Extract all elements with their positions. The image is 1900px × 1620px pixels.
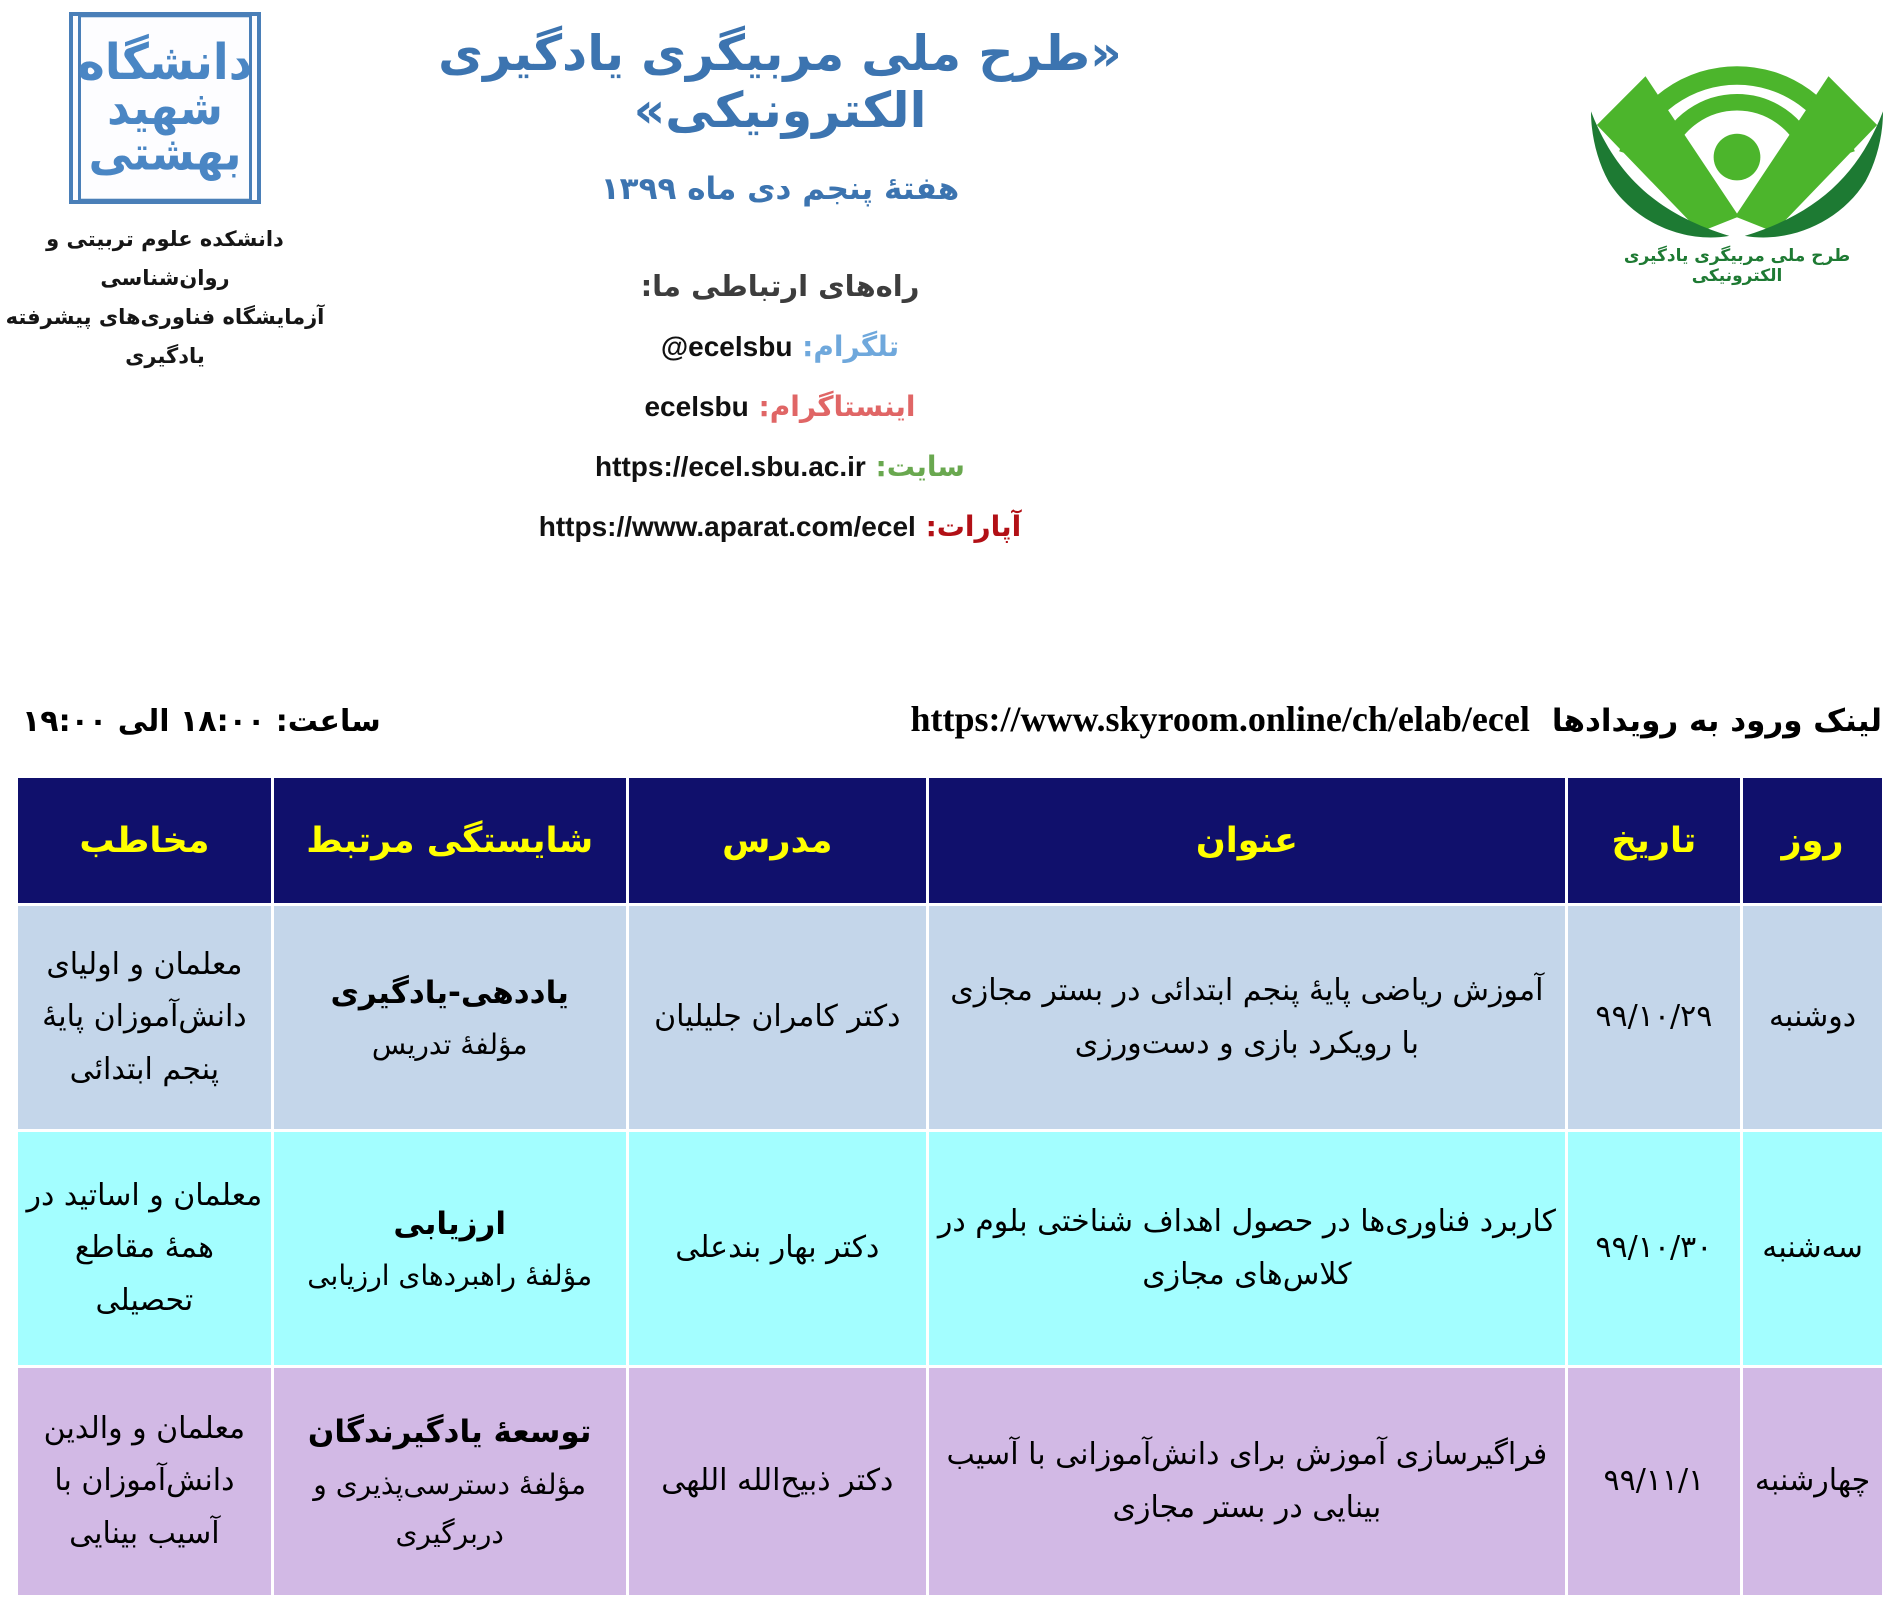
sbu-logo-calligraphy	[78, 14, 252, 202]
events-link-group	[911, 698, 1883, 740]
poster-header	[0, 0, 1900, 775]
cell-competency	[272, 1367, 627, 1597]
competency-subtitle: مؤلفهٔ تدریس	[371, 1028, 528, 1062]
center-block	[290, 25, 1270, 543]
cell-instructor: دکتر بهار بندعلی	[627, 1131, 928, 1367]
contact-line-website	[290, 450, 1270, 483]
contact-line-instagram	[290, 390, 1270, 423]
cell-day: چهارشنبه	[1742, 1367, 1884, 1597]
cell-audience: معلمان و اولیای دانش‌آموزان پایهٔ پنجم ابتدائی	[17, 905, 273, 1131]
cell-instructor: دکتر ذبیح‌الله اللهی	[627, 1367, 928, 1597]
aparat-url: https://www.aparat.com/ecel	[538, 511, 916, 542]
telegram-handle: @ecelsbu	[660, 331, 793, 362]
cell-instructor: دکتر کامران جلیلیان	[627, 905, 928, 1131]
university-subtitle	[0, 220, 330, 375]
sbu-logo-word: شهید	[107, 81, 223, 137]
schedule-table	[15, 775, 1885, 1598]
cell-day: سه‌شنبه	[1742, 1131, 1884, 1367]
competency-title: توسعهٔ یادگیرندگان	[307, 1414, 592, 1451]
cell-date: ۹۹/۱۰/۳۰	[1566, 1131, 1741, 1367]
contact-line-aparat	[290, 510, 1270, 543]
website-url: https://ecel.sbu.ac.ir	[595, 451, 866, 482]
session-time: ساعت: ۱۸:۰۰ الی ۱۹:۰۰	[22, 704, 381, 739]
cell-competency	[272, 905, 627, 1131]
cell-title: کاربرد فناوری‌ها در حصول اهداف شناختی بلوم در کلاس‌های مجازی	[928, 1131, 1567, 1367]
lab-name: آزمایشگاه فناوری‌های پیشرفته یادگیری	[5, 304, 325, 368]
cell-title: آموزش ریاضی پایهٔ پنجم ابتدائی در بستر مجازی با رویکرد بازی و دست‌ورزی	[928, 905, 1567, 1131]
competency-subtitle: مؤلفهٔ راهبردهای ارزیابی	[307, 1259, 593, 1293]
table-row	[17, 1131, 1884, 1367]
col-header-title: عنوان	[928, 777, 1567, 905]
col-header-day: روز	[1742, 777, 1884, 905]
aparat-label: آپارات:	[925, 510, 1022, 543]
cell-audience: معلمان و والدین دانش‌آموزان با آسیب بینایی	[17, 1367, 273, 1597]
col-header-competency: شایستگی مرتبط	[272, 777, 627, 905]
faculty-name: دانشکده علوم تربیتی و روان‌شناسی	[46, 227, 284, 290]
university-block	[0, 12, 330, 375]
program-logo-block	[1582, 6, 1892, 286]
sbu-logo-word: بهشتی	[88, 126, 242, 182]
table-header-row	[17, 777, 1884, 905]
cell-date: ۹۹/۱۰/۲۹	[1566, 905, 1741, 1131]
cell-competency	[272, 1131, 627, 1367]
contact-heading: راه‌های ارتباطی ما:	[640, 269, 920, 303]
competency-title: ارزیابی	[393, 1205, 506, 1242]
program-logo-icon	[1591, 6, 1883, 240]
events-bar	[22, 698, 1882, 740]
cell-day: دوشنبه	[1742, 905, 1884, 1131]
table-row	[17, 905, 1884, 1131]
instagram-label: اینستاگرام:	[758, 390, 916, 423]
sbu-university-logo	[69, 12, 261, 204]
col-header-audience: مخاطب	[17, 777, 273, 905]
table-row	[17, 1367, 1884, 1597]
cell-audience: معلمان و اساتید در همهٔ مقاطع تحصیلی	[17, 1131, 273, 1367]
cell-title: فراگیرسازی آموزش برای دانش‌آموزانی با آسیب بینایی در بستر مجازی	[928, 1367, 1567, 1597]
program-logo-caption: طرح ملی مربیگری یادگیری الکترونیکی	[1623, 246, 1851, 286]
page-subtitle: هفتهٔ پنجم دی ماه ۱۳۹۹	[600, 171, 960, 207]
cell-date: ۹۹/۱۱/۱	[1566, 1367, 1741, 1597]
col-header-date: تاریخ	[1566, 777, 1741, 905]
sbu-logo-word: دانشگاه	[77, 32, 253, 92]
telegram-label: تلگرام:	[802, 330, 900, 363]
col-header-instructor: مدرس	[627, 777, 928, 905]
page-title: «طرح ملی مربیگری یادگیری الکترونیکی»	[438, 25, 1122, 139]
website-label: سایت:	[875, 450, 965, 483]
contact-line-telegram	[290, 330, 1270, 363]
instagram-handle: ecelsbu	[644, 391, 749, 422]
competency-title: یاددهی-یادگیری	[330, 974, 569, 1011]
skyroom-link: https://www.skyroom.online/ch/elab/ecel	[910, 699, 1530, 739]
competency-subtitle: مؤلفهٔ دسترسی‌پذیری و دربرگیری	[313, 1467, 587, 1550]
events-link-label: لینک ورود به رویدادها	[1551, 703, 1882, 739]
